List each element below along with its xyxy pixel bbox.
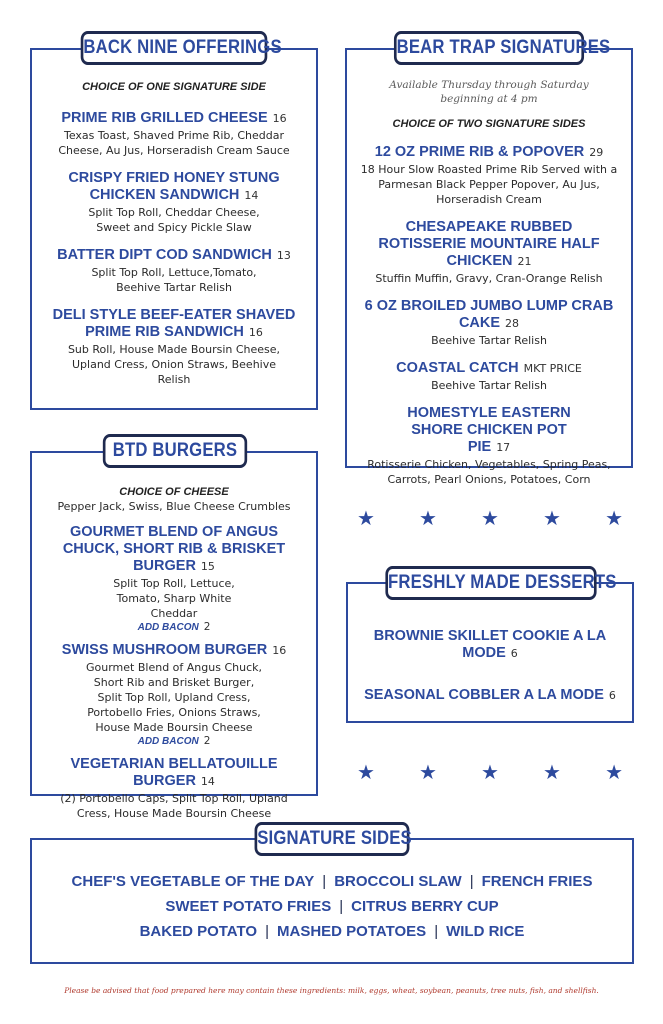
star-icon: ★ [419, 760, 437, 784]
bear-trap-subtitle: CHOICE OF TWO SIGNATURE SIDES [392, 118, 586, 130]
sides-row-1 [32, 873, 632, 891]
addon-price: 2 [203, 735, 211, 747]
side-item: BAKED POTATO [139, 923, 258, 940]
item-description: Beehive Tartar Relish [431, 379, 547, 392]
cheese-options: Pepper Jack, Swiss, Blue Cheese Crumbles [57, 500, 291, 513]
item-description: 18 Hour Slow Roasted Prime Rib Served with a Parmesan Black Pepper Popover, Au Jus, Horseradish Cream [360, 163, 618, 206]
add-bacon-option: ADD BACON 2 [137, 621, 211, 633]
star-icon: ★ [543, 760, 561, 784]
star-icon: ★ [481, 506, 499, 530]
side-item: MASHED POTATOES [277, 923, 427, 940]
menu-item-title: BROWNIE SKILLET COOKIE A LA MODE 6 [373, 628, 607, 661]
back-nine-subtitle: CHOICE OF ONE SIGNATURE SIDE [82, 81, 266, 93]
item-description: Rotisserie Chicken, Vegetables, Spring Peas, Carrots, Pearl Onions, Potatoes, Corn [367, 458, 611, 486]
separator: | [339, 898, 344, 915]
item-price: 29 [589, 146, 604, 159]
item-description: Sub Roll, House Made Boursin Cheese, Upland Cress, Onion Straws, Beehive Relish [67, 343, 281, 386]
back-nine-content [34, 81, 314, 387]
item-price: 21 [517, 255, 532, 268]
item-description: Beehive Tartar Relish [431, 334, 547, 347]
allergen-notice: Please be advised that food prepared here may contain these ingredients: milk, eggs, wheat, soybean, peanuts, tree nuts, fish, and shellfish. [64, 986, 599, 995]
item-description: Split Top Roll, Lettuce, Tomato, Sharp White Cheddar [113, 577, 235, 620]
menu-item-title: GOURMET BLEND OF ANGUS CHUCK, SHORT RIB & BRISKET BURGER 15 [62, 524, 286, 574]
item-price: 13 [276, 249, 291, 262]
desserts-content [350, 628, 630, 704]
item-description: Split Top Roll, Lettuce,Tomato, Beehive Tartar Relish [91, 266, 257, 294]
item-description: Texas Toast, Shaved Prime Rib, Cheddar Cheese, Au Jus, Horseradish Cream Sauce [58, 129, 290, 157]
menu-item-title: PRIME RIB GRILLED CHEESE 16 [61, 110, 287, 126]
menu-item-title: VEGETARIAN BELLATOUILLE BURGER 14 [70, 756, 278, 789]
star-icon: ★ [481, 760, 499, 784]
back-nine-title: BACK NINE OFFERINGS [81, 31, 268, 65]
item-price: 14 [244, 189, 259, 202]
item-price: MKT PRICE [523, 362, 582, 375]
item-description: (2) Portobello Caps, Split Top Roll, Upland Cress, House Made Boursin Cheese [60, 792, 288, 820]
addon-price: 2 [203, 621, 211, 633]
item-description: Split Top Roll, Cheddar Cheese, Sweet and Spicy Pickle Slaw [88, 206, 260, 234]
menu-item-title: CRISPY FRIED HONEY STUNG CHICKEN SANDWICH 14 [68, 170, 280, 203]
sides-row-3 [32, 923, 632, 941]
star-icon: ★ [357, 506, 375, 530]
side-item: FRENCH FRIES [481, 873, 593, 890]
menu-item-title: COASTAL CATCH MKT PRICE [396, 360, 582, 376]
availability-note: Available Thursday through Saturday beginning at 4 pm [389, 79, 589, 105]
item-price: 28 [505, 317, 520, 330]
star-divider-bottom [357, 762, 623, 782]
separator: | [322, 873, 327, 890]
menu-item-title: CHESAPEAKE RUBBED ROTISSERIE MOUNTAIRE HALF CHICKEN 21 [378, 219, 600, 269]
menu-item-title: 12 OZ PRIME RIB & POPOVER 29 [374, 144, 604, 160]
side-item: CHEF'S VEGETABLE OF THE DAY [71, 873, 315, 890]
separator: | [265, 923, 269, 940]
star-icon: ★ [357, 760, 375, 784]
menu-item-title: SWISS MUSHROOM BURGER 16 [61, 642, 287, 658]
item-price: 16 [272, 644, 287, 657]
bear-trap-title: BEAR TRAP SIGNATURES [394, 31, 584, 65]
item-price: 17 [496, 441, 511, 454]
side-item: SWEET POTATO FRIES [165, 898, 332, 915]
menu-item-title: HOMESTYLE EASTERN SHORE CHICKEN POT PIE 17 [407, 405, 571, 455]
item-description: Stuffin Muffin, Gravy, Cran-Orange Relish [375, 272, 603, 285]
star-divider-top [357, 508, 623, 528]
item-price: 16 [248, 326, 263, 339]
menu-item-title: DELI STYLE BEEF-EATER SHAVED PRIME RIB SANDWICH 16 [52, 307, 296, 340]
menu-item-title: BATTER DIPT COD SANDWICH 13 [57, 247, 291, 263]
add-bacon-option: ADD BACON 2 [137, 735, 211, 747]
burgers-title: BTD BURGERS [103, 434, 247, 468]
menu-item-title: SEASONAL COBBLER A LA MODE 6 [364, 687, 616, 703]
star-icon: ★ [605, 506, 623, 530]
desserts-title: FRESHLY MADE DESSERTS [385, 566, 596, 600]
item-price: 16 [272, 112, 287, 125]
sides-title: SIGNATURE SIDES [255, 822, 410, 856]
item-price: 14 [200, 775, 215, 788]
star-icon: ★ [543, 506, 561, 530]
side-item: CITRUS BERRY CUP [351, 898, 499, 915]
item-description: Gourmet Blend of Angus Chuck, Short Rib and Brisket Burger, Split Top Roll, Upland Cress, Portobello Fries, Onions Straws, House Made Boursin Cheese [86, 661, 262, 734]
bear-trap-content [351, 78, 627, 487]
star-icon: ★ [419, 506, 437, 530]
item-price: 6 [608, 689, 616, 702]
item-price: 6 [510, 647, 518, 660]
sides-row-2 [32, 898, 632, 916]
burgers-content [34, 486, 314, 821]
separator: | [469, 873, 474, 890]
menu-item-title: 6 OZ BROILED JUMBO LUMP CRAB CAKE 28 [364, 298, 614, 331]
star-icon: ★ [605, 760, 623, 784]
side-item: BROCCOLI SLAW [334, 873, 462, 890]
burgers-subtitle: CHOICE OF CHEESE [119, 486, 229, 498]
side-item: WILD RICE [446, 923, 525, 940]
separator: | [434, 923, 439, 940]
item-price: 15 [200, 560, 215, 573]
